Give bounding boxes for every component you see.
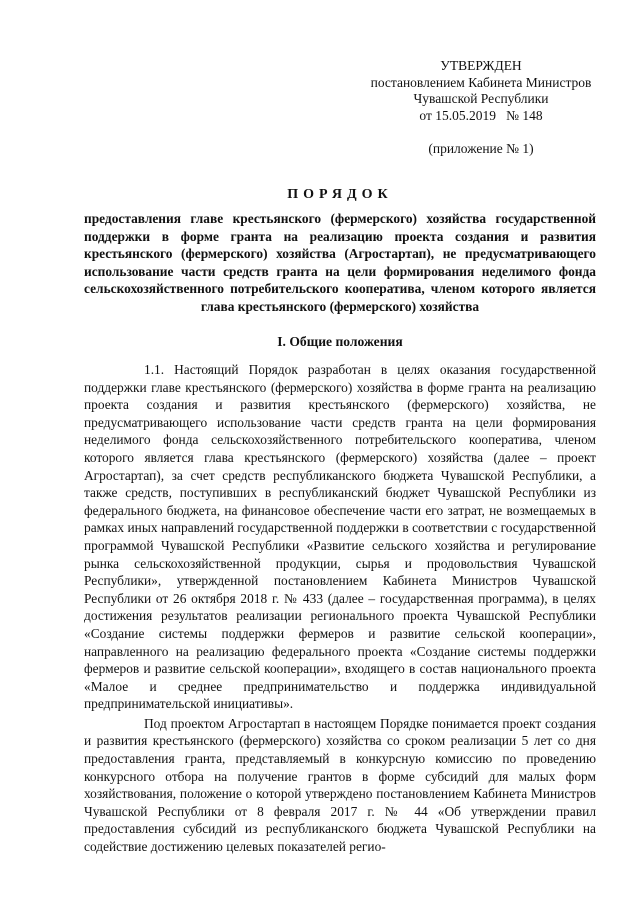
approval-stamp: [350, 58, 612, 158]
document-subtitle: предоставления главе крестьянского (фермерского) хозяйства государственной поддержки в форме гранта на реализацию проекта создания и развития крестьянского (фермерского) хозяйства (Агростартап), не предусматривающего использование части средств гранта на цели формирования неделимого фонда сельскохозяйственного потребительского кооператива, членом которого является глава крестьянского (фермерского) хозяйства: [84, 211, 596, 314]
approval-date-number: от 15.05.2019 № 148: [419, 107, 543, 123]
document-title: ПОРЯДОК: [287, 187, 393, 202]
body-paragraph-2: Под проектом Агростартап в настоящем Порядке понимается проект создания и развития крестьянского (фермерского) хозяйства со сроком реализации 5 лет со дня предоставления гранта, представляемый в конкурсную комиссию по проведению конкурсного отбора на получение грантов в форме субсидий для малых форм хозяйствования, положение о которой утверждено постановлением Кабинета Министров Чувашской Республики от 8 февраля 2017 г. № 44 «Об утверждении правил предоставления субсидий из республиканского бюджета Чувашской Республики на содействие достижению целевых показателей регио-: [84, 715, 596, 855]
section-heading: I. Общие положения: [277, 334, 403, 349]
body-paragraph-1: 1.1. Настоящий Порядок разработан в целях оказания государственной поддержки главе крестьянского (фермерского) хозяйства в форме гранта на реализацию проекта создания и развития крестьянского (фермерского) хозяйства, не предусматривающего использование части средств гранта на цели формирования неделимого фонда сельскохозяйственного потребительского кооператива, членом которого является глава крестьянского (фермерского) хозяйства (далее – проект Агростартап), за счет средств республиканского бюджета Чувашской Республики, а также средств, поступивших в республиканский бюджет Чувашской Республики из федерального бюджета, на финансовое обеспечение части его затрат, не возмещаемых в рамках иных направлений государственной поддержки в соответствии с государственной программой Чувашской Республики «Развитие сельского хозяйства и регулирование рынка сельскохозяйственной продукции, сырья и продовольствия Чувашской Республики», утвержденной постановлением Кабинета Министров Чувашской Республики от 26 октября 2018 г. № 433 (далее – государственная программа), в целях достижения результатов реализации регионального проекта Чувашской Республики «Создание системы поддержки фермеров и развитие сельской кооперации», направленного на реализацию федерального проекта «Создание системы поддержки фермеров и развитие сельской кооперации», входящего в состав национального проекта «Малое и среднее предпринимательство и поддержка индивидуальной предпринимательской инициативы».: [84, 362, 596, 712]
document-body: [84, 361, 596, 901]
annex-label: (приложение № 1): [428, 141, 534, 156]
approval-authority: постановлением Кабинета Министров: [370, 74, 592, 90]
approval-region: Чувашской Республики: [413, 91, 549, 106]
approval-heading: УТВЕРЖДЕН: [440, 58, 522, 73]
